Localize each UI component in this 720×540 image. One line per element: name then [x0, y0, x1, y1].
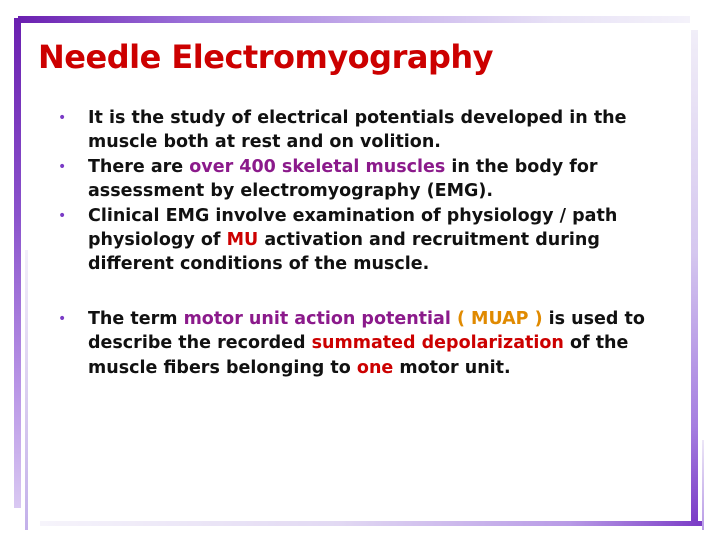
bullet-text: is used to describe the recorded: [88, 308, 645, 354]
slide-body: [56, 106, 661, 380]
highlighted-term: over 400 skeletal muscles: [189, 156, 446, 177]
bullet-list: [56, 106, 661, 380]
slide-title: Needle Electromyography: [38, 38, 493, 76]
highlighted-term: MU: [226, 230, 259, 251]
right-border-bar: [691, 30, 698, 525]
highlighted-term: one: [356, 357, 394, 378]
bottom-border-bar: [40, 521, 702, 526]
bullet-text: The term: [88, 308, 184, 329]
highlighted-term: motor unit action potential: [183, 308, 451, 329]
top-border-bar: [18, 16, 690, 23]
bullet-item: [56, 106, 661, 155]
bullet-text: It is the study of electrical potentials developed in the muscle both at rest and on volition.: [88, 108, 627, 153]
right-thin-border-bar: [702, 440, 704, 530]
bullet-text: There are: [88, 156, 190, 177]
bullet-text: of the muscle fibers belonging to: [88, 333, 629, 378]
bullet-text: activation and recruitment during different conditions of the muscle.: [88, 230, 600, 275]
bullet-dot-icon: •: [58, 207, 67, 224]
left-border-bar: [14, 18, 21, 508]
bullet-dot-icon: •: [58, 110, 67, 126]
bullet-text: Clinical EMG involve examination of physiology / path physiology of: [88, 205, 618, 251]
bullet-item: [56, 204, 661, 277]
bullet-item: [56, 155, 661, 204]
bullet-dot-icon: •: [58, 158, 67, 175]
left-thin-border-bar: [25, 250, 28, 530]
bullet-dot-icon: •: [58, 310, 67, 327]
bullet-text: motor unit.: [393, 357, 511, 378]
bullet-item: [56, 307, 661, 380]
bullet-text: in the body for assessment by electromyography (EMG).: [88, 156, 598, 202]
highlighted-term: summated depolarization: [311, 333, 564, 354]
highlighted-term: ( MUAP ): [456, 308, 543, 329]
